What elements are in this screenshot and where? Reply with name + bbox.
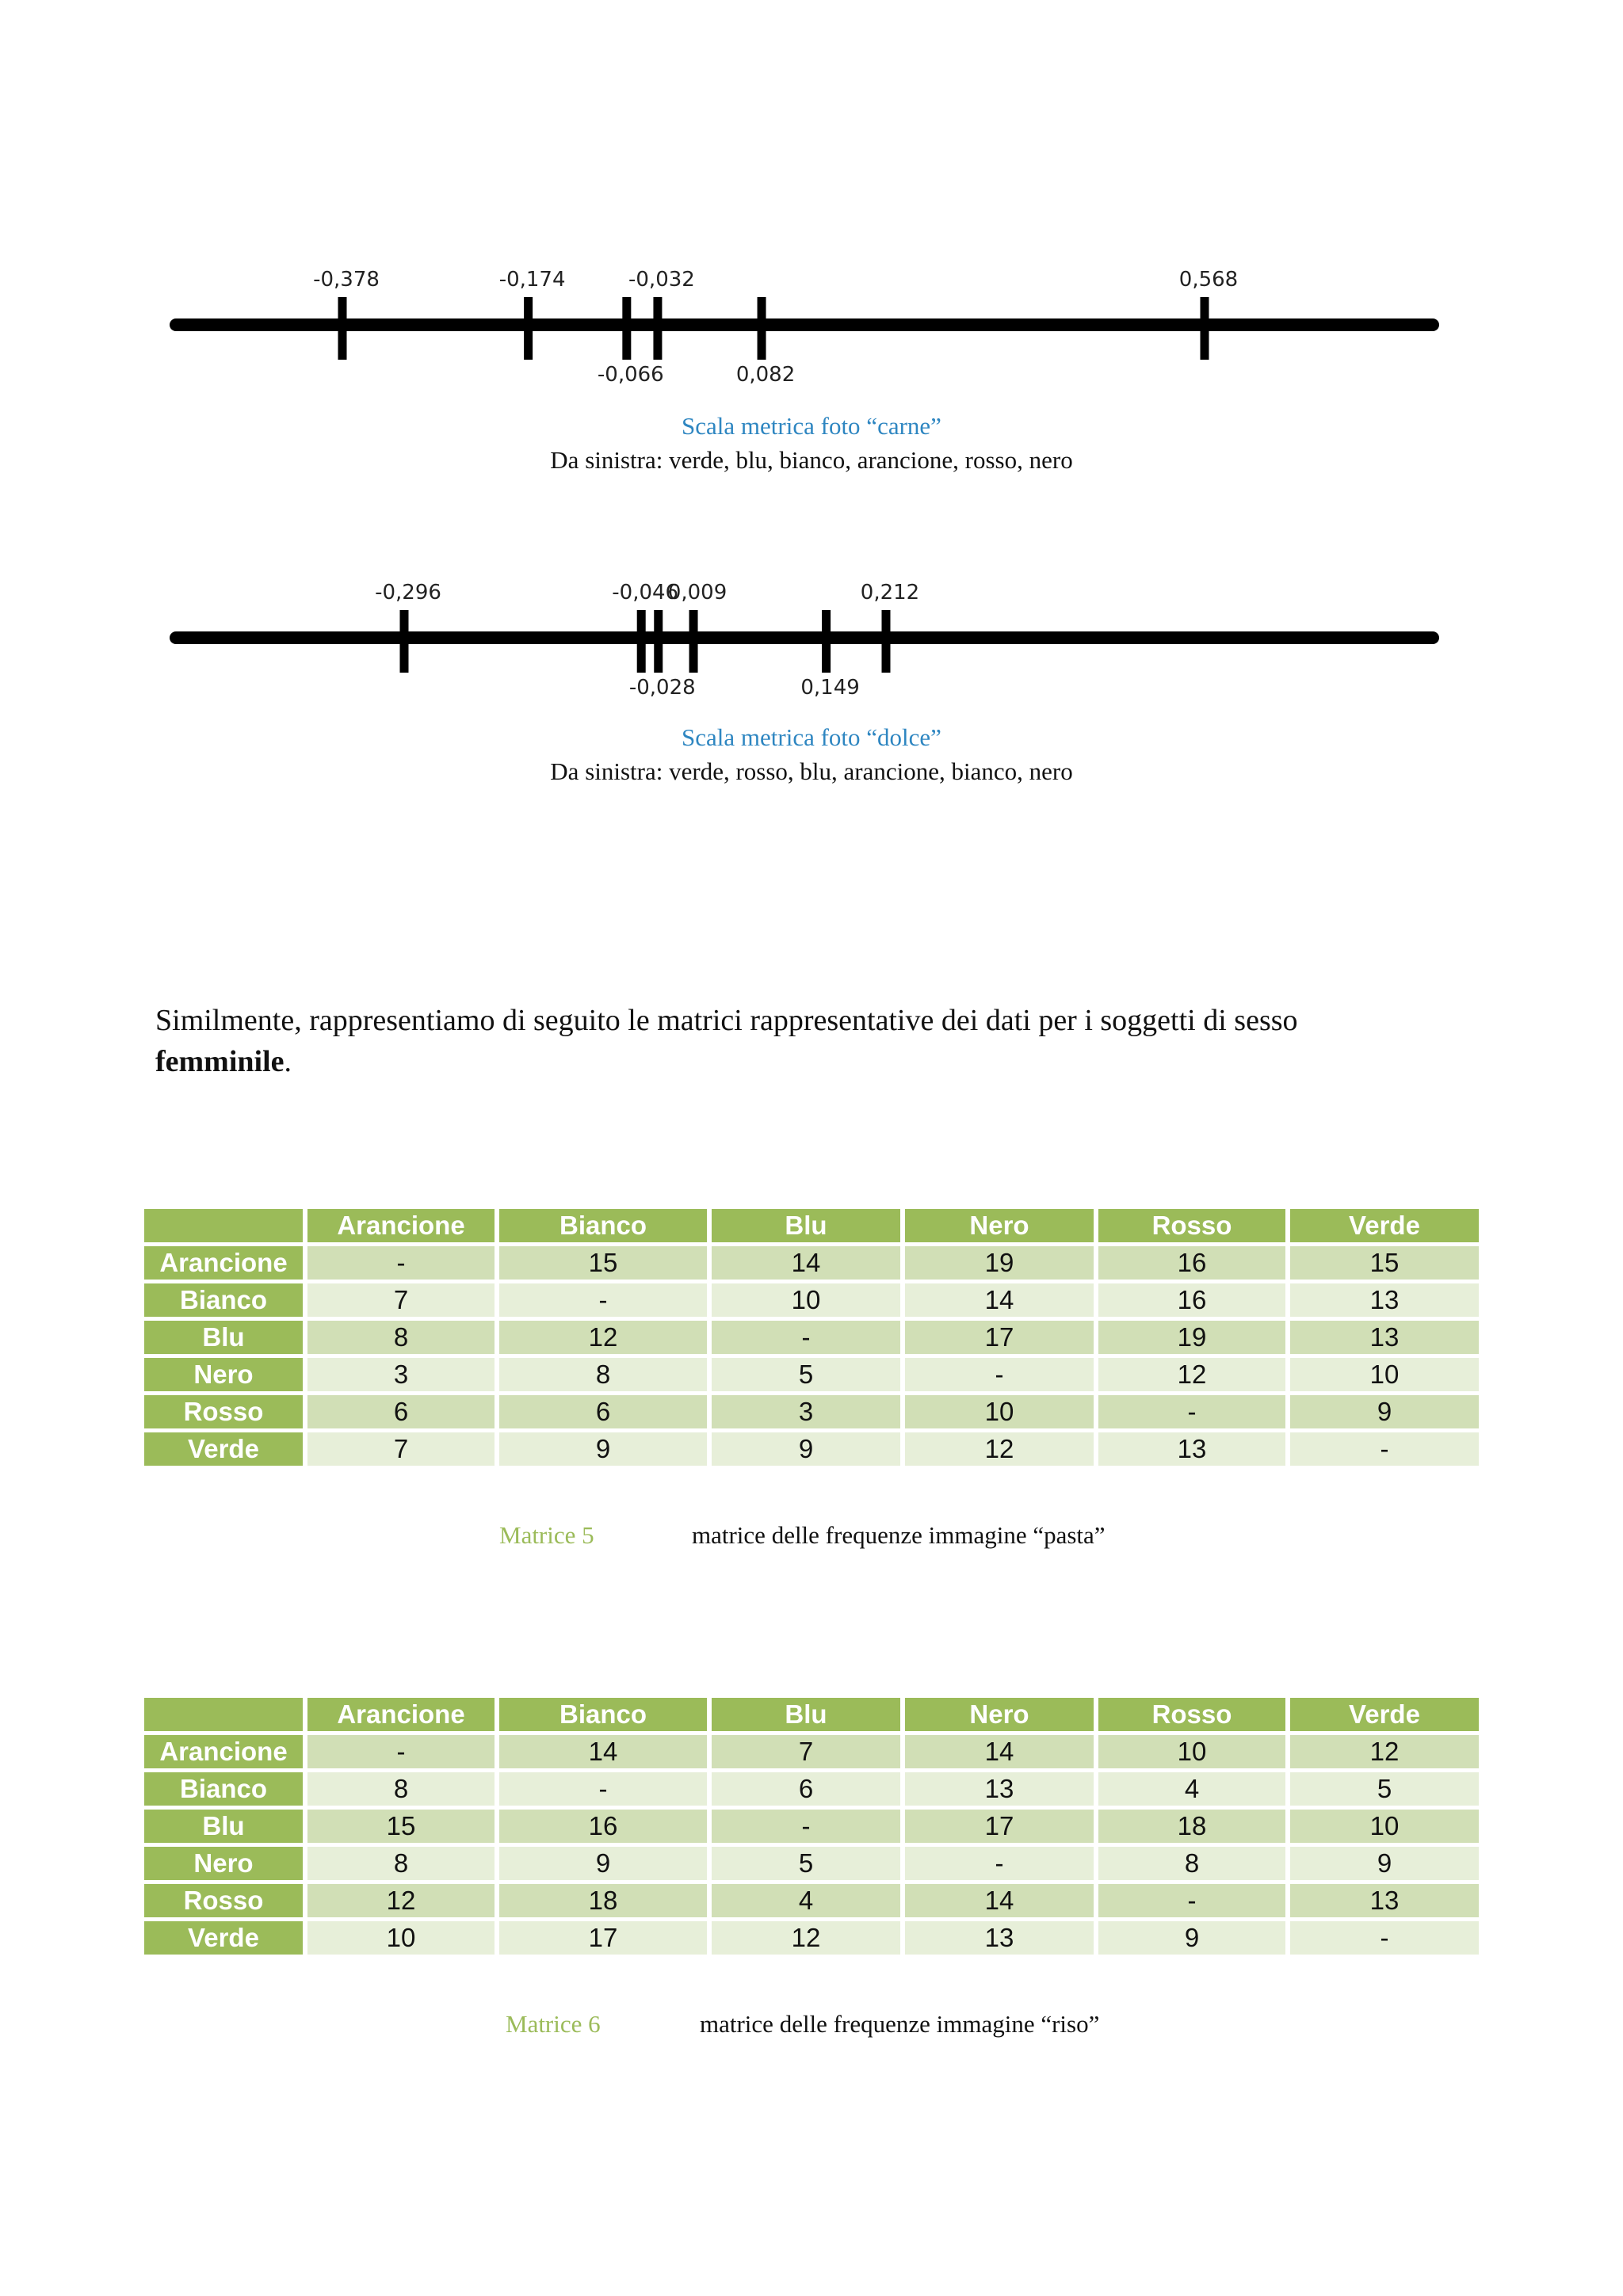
column-header-arancione: Arancione bbox=[307, 1209, 495, 1242]
table-cell: - bbox=[905, 1847, 1094, 1880]
matrix-corner bbox=[144, 1209, 303, 1242]
table-cell: 17 bbox=[499, 1921, 707, 1955]
table-cell: 12 bbox=[1290, 1735, 1479, 1768]
matrix-corner bbox=[144, 1698, 303, 1731]
column-header-arancione: Arancione bbox=[307, 1698, 495, 1731]
matrix-6-description: matrice delle frequenze immagine “riso” bbox=[700, 2010, 1100, 2038]
row-header-rosso: Rosso bbox=[144, 1884, 303, 1917]
scale-tick-label: 0,082 bbox=[735, 363, 796, 387]
table-cell: 16 bbox=[1098, 1246, 1285, 1280]
row-header-arancione: Arancione bbox=[144, 1735, 303, 1768]
table-row bbox=[144, 1395, 1479, 1428]
table-cell: - bbox=[1290, 1432, 1479, 1466]
column-header-verde: Verde bbox=[1290, 1698, 1479, 1731]
table-cell: 12 bbox=[499, 1321, 707, 1354]
intro-end: . bbox=[284, 1045, 292, 1078]
table-cell: 18 bbox=[499, 1884, 707, 1917]
table-cell: 12 bbox=[905, 1432, 1094, 1466]
table-row bbox=[144, 1283, 1479, 1317]
table-cell: 13 bbox=[1290, 1884, 1479, 1917]
row-header-bianco: Bianco bbox=[144, 1283, 303, 1317]
row-header-blu: Blu bbox=[144, 1810, 303, 1843]
table-cell: - bbox=[1098, 1884, 1285, 1917]
column-header-nero: Nero bbox=[905, 1209, 1094, 1242]
table-cell: 16 bbox=[1098, 1283, 1285, 1317]
row-header-nero: Nero bbox=[144, 1847, 303, 1880]
scale-tick-label: -0,296 bbox=[375, 581, 441, 605]
table-cell: - bbox=[307, 1246, 495, 1280]
scale-tick-label: 0,568 bbox=[1178, 268, 1239, 292]
table-cell: 8 bbox=[307, 1772, 495, 1806]
table-row bbox=[144, 1921, 1479, 1955]
scale-tick-label: -0,378 bbox=[313, 268, 380, 292]
row-header-verde: Verde bbox=[144, 1921, 303, 1955]
table-cell: - bbox=[1290, 1921, 1479, 1955]
column-header-rosso: Rosso bbox=[1098, 1209, 1285, 1242]
table-cell: 10 bbox=[1098, 1735, 1285, 1768]
table-cell: 14 bbox=[905, 1735, 1094, 1768]
scale-tick-label: -0,174 bbox=[498, 268, 566, 292]
row-header-blu: Blu bbox=[144, 1321, 303, 1354]
table-row bbox=[144, 1735, 1479, 1768]
row-header-arancione: Arancione bbox=[144, 1246, 303, 1280]
metric-scale-dolce bbox=[0, 574, 1623, 717]
table-cell: 10 bbox=[1290, 1810, 1479, 1843]
table-cell: - bbox=[499, 1283, 707, 1317]
table-row bbox=[144, 1358, 1479, 1391]
column-header-rosso: Rosso bbox=[1098, 1698, 1285, 1731]
table-cell: 17 bbox=[905, 1321, 1094, 1354]
table-cell: 4 bbox=[1098, 1772, 1285, 1806]
table-cell: 19 bbox=[905, 1246, 1094, 1280]
row-header-bianco: Bianco bbox=[144, 1772, 303, 1806]
column-header-verde: Verde bbox=[1290, 1209, 1479, 1242]
table-cell: 15 bbox=[499, 1246, 707, 1280]
table-cell: - bbox=[905, 1358, 1094, 1391]
table-cell: 10 bbox=[712, 1283, 900, 1317]
scale-carne-order: Da sinistra: verde, blu, bianco, arancione, rosso, nero bbox=[550, 446, 1073, 474]
table-cell: - bbox=[1098, 1395, 1285, 1428]
table-cell: 7 bbox=[712, 1735, 900, 1768]
scale-tick-label: 0,009 bbox=[667, 581, 727, 605]
table-cell: 14 bbox=[905, 1283, 1094, 1317]
table-cell: 14 bbox=[712, 1246, 900, 1280]
scale-carne-title: Scala metrica foto “carne” bbox=[682, 412, 941, 440]
table-cell: 12 bbox=[1098, 1358, 1285, 1391]
table-cell: 4 bbox=[712, 1884, 900, 1917]
table-cell: 10 bbox=[307, 1921, 495, 1955]
table-cell: 13 bbox=[1098, 1432, 1285, 1466]
table-cell: 19 bbox=[1098, 1321, 1285, 1354]
column-header-blu: Blu bbox=[712, 1698, 900, 1731]
table-cell: - bbox=[307, 1735, 495, 1768]
table-cell: - bbox=[499, 1772, 707, 1806]
table-cell: 9 bbox=[1098, 1921, 1285, 1955]
metric-scale-carne bbox=[0, 261, 1623, 404]
table-cell: 7 bbox=[307, 1283, 495, 1317]
table-cell: 9 bbox=[1290, 1395, 1479, 1428]
table-cell: 10 bbox=[905, 1395, 1094, 1428]
table-cell: 17 bbox=[905, 1810, 1094, 1843]
table-row bbox=[144, 1432, 1479, 1466]
table-row bbox=[144, 1772, 1479, 1806]
table-cell: 12 bbox=[307, 1884, 495, 1917]
table-cell: 6 bbox=[712, 1772, 900, 1806]
matrix-5-description: matrice delle frequenze immagine “pasta” bbox=[692, 1521, 1106, 1549]
matrix-5-table bbox=[139, 1205, 1484, 1470]
table-cell: 8 bbox=[307, 1847, 495, 1880]
table-cell: 13 bbox=[905, 1772, 1094, 1806]
scale-tick-label: -0,046 bbox=[612, 581, 679, 605]
scale-carne-line bbox=[0, 261, 1623, 404]
table-cell: 5 bbox=[712, 1358, 900, 1391]
table-cell: 14 bbox=[499, 1735, 707, 1768]
table-cell: 7 bbox=[307, 1432, 495, 1466]
intro-text: Similmente, rappresentiamo di seguito le matrici rappresentative dei dati per i soggetti di sesso bbox=[155, 1004, 1298, 1037]
column-header-blu: Blu bbox=[712, 1209, 900, 1242]
table-cell: 6 bbox=[499, 1395, 707, 1428]
table-cell: 14 bbox=[905, 1884, 1094, 1917]
table-cell: 9 bbox=[1290, 1847, 1479, 1880]
table-cell: 9 bbox=[712, 1432, 900, 1466]
scale-tick-label: 0,149 bbox=[800, 676, 860, 700]
table-cell: 13 bbox=[1290, 1283, 1479, 1317]
intro-paragraph bbox=[155, 1000, 1503, 1082]
table-cell: 12 bbox=[712, 1921, 900, 1955]
table-cell: 9 bbox=[499, 1432, 707, 1466]
row-header-nero: Nero bbox=[144, 1358, 303, 1391]
table-cell: 13 bbox=[1290, 1321, 1479, 1354]
scale-dolce-title: Scala metrica foto “dolce” bbox=[682, 723, 941, 751]
matrix-6-table bbox=[139, 1694, 1484, 1958]
column-header-nero: Nero bbox=[905, 1698, 1094, 1731]
table-cell: 3 bbox=[307, 1358, 495, 1391]
scale-tick-label: -0,028 bbox=[628, 676, 696, 700]
table-cell: 3 bbox=[712, 1395, 900, 1428]
scale-dolce-order: Da sinistra: verde, rosso, blu, arancione, bianco, nero bbox=[550, 757, 1073, 785]
table-cell: 13 bbox=[905, 1921, 1094, 1955]
table-row bbox=[144, 1246, 1479, 1280]
table-row bbox=[144, 1847, 1479, 1880]
table-cell: 15 bbox=[1290, 1246, 1479, 1280]
table-cell: 5 bbox=[712, 1847, 900, 1880]
scale-tick-label: 0,212 bbox=[860, 581, 920, 605]
table-cell: 8 bbox=[1098, 1847, 1285, 1880]
table-row bbox=[144, 1321, 1479, 1354]
table-cell: - bbox=[712, 1810, 900, 1843]
scale-tick-label: -0,032 bbox=[628, 268, 695, 292]
column-header-bianco: Bianco bbox=[499, 1209, 707, 1242]
table-cell: 8 bbox=[307, 1321, 495, 1354]
matrix-5-number: Matrice 5 bbox=[499, 1521, 594, 1549]
table-cell: 5 bbox=[1290, 1772, 1479, 1806]
intro-bold-word: femminile bbox=[155, 1045, 285, 1078]
table-row bbox=[144, 1810, 1479, 1843]
matrix-6-number: Matrice 6 bbox=[506, 2010, 601, 2038]
column-header-bianco: Bianco bbox=[499, 1698, 707, 1731]
table-row bbox=[144, 1884, 1479, 1917]
row-header-verde: Verde bbox=[144, 1432, 303, 1466]
table-cell: 18 bbox=[1098, 1810, 1285, 1843]
table-cell: 16 bbox=[499, 1810, 707, 1843]
table-cell: 15 bbox=[307, 1810, 495, 1843]
table-cell: 9 bbox=[499, 1847, 707, 1880]
table-cell: 8 bbox=[499, 1358, 707, 1391]
row-header-rosso: Rosso bbox=[144, 1395, 303, 1428]
scale-tick-label: -0,066 bbox=[597, 363, 664, 387]
table-cell: 10 bbox=[1290, 1358, 1479, 1391]
table-cell: - bbox=[712, 1321, 900, 1354]
table-cell: 6 bbox=[307, 1395, 495, 1428]
